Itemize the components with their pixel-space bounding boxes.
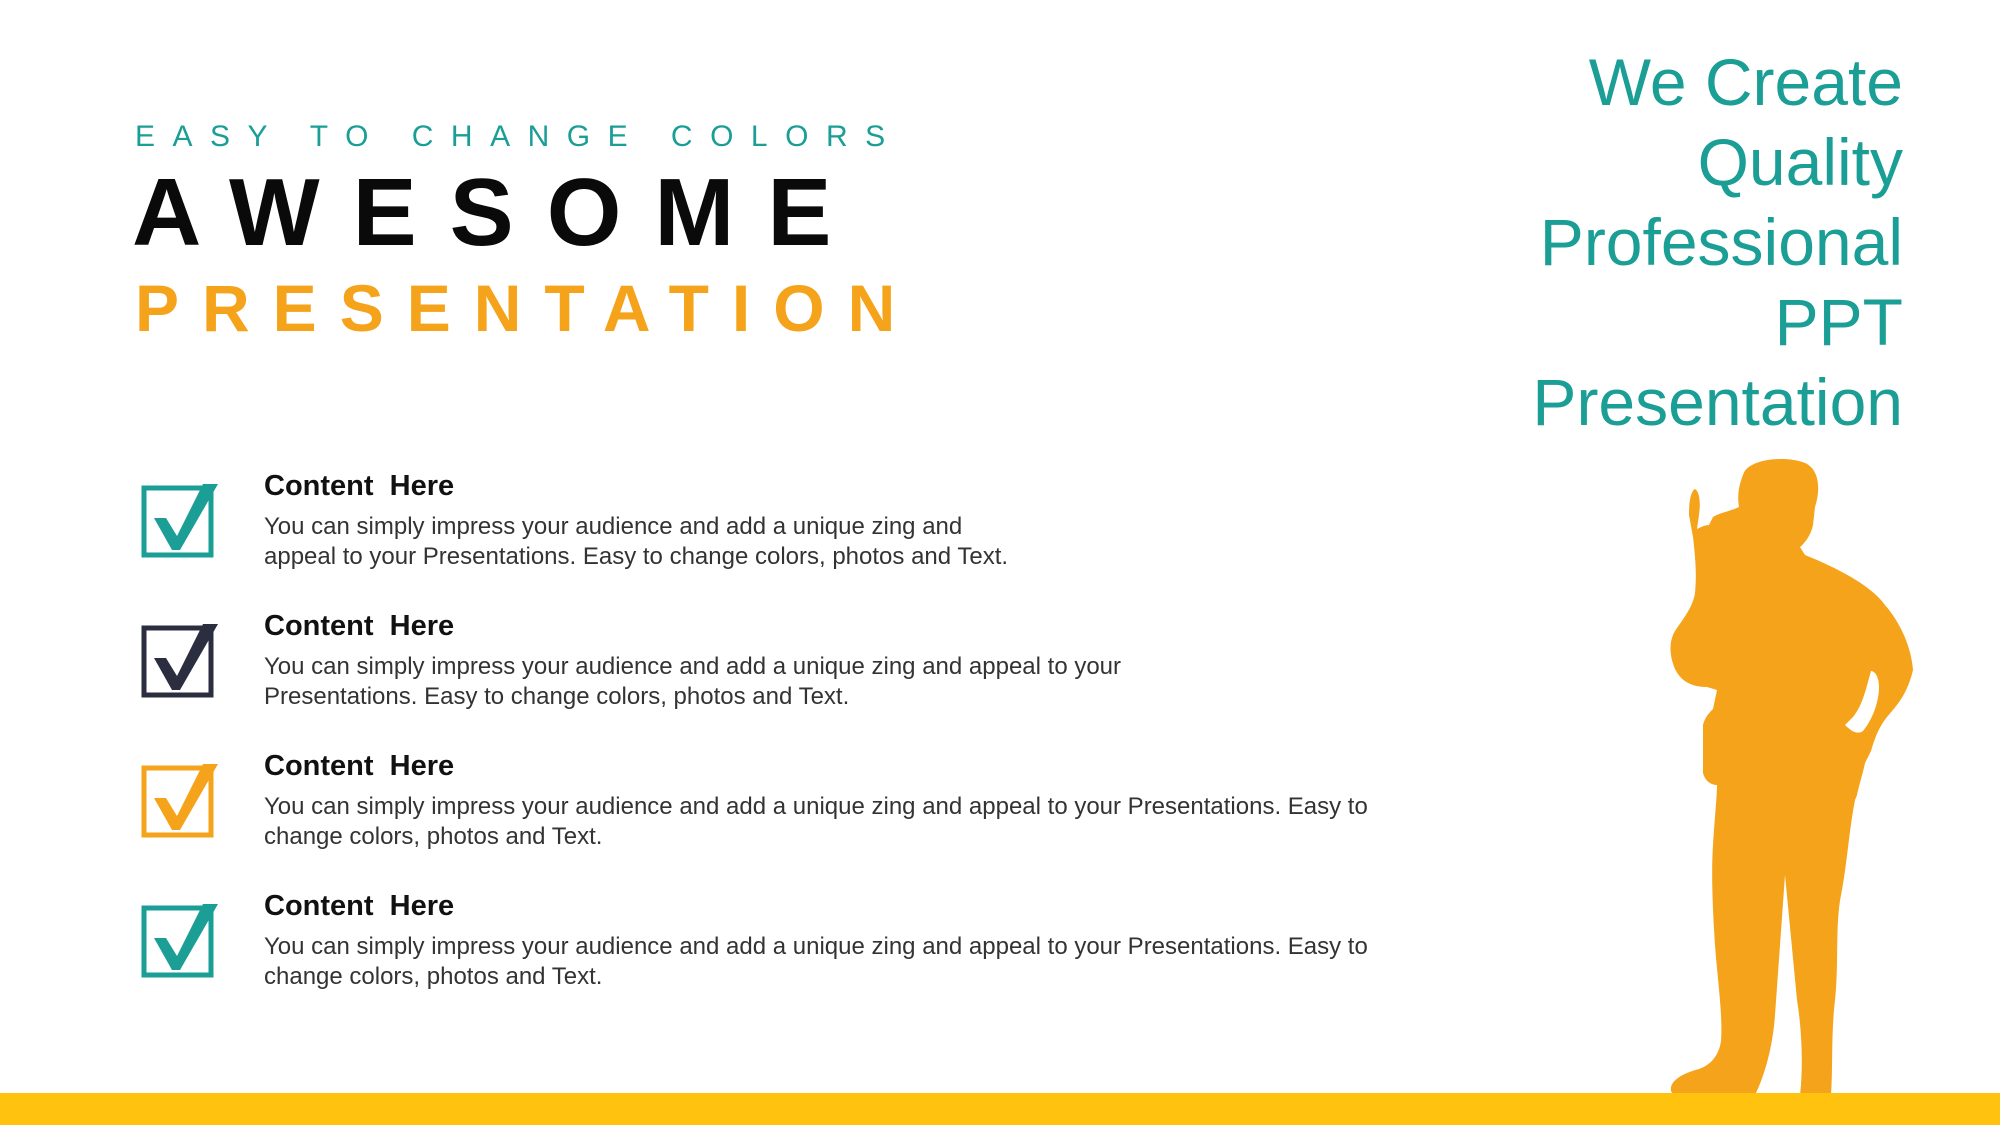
item-body-line: appeal to your Presentations. Easy to change colors, photos and Text. bbox=[264, 543, 1009, 570]
item-body-line: You can simply impress your audience and add a unique zing and appeal to your bbox=[264, 653, 1122, 680]
item-body bbox=[264, 932, 1368, 992]
item-heading: Content Here bbox=[264, 890, 455, 922]
tagline-line: We Create bbox=[1588, 45, 1903, 119]
item-body-line: You can simply impress your audience and add a unique zing and bbox=[264, 513, 963, 540]
title-main: AWESOME bbox=[132, 159, 865, 266]
man-silhouette-icon bbox=[1635, 455, 1935, 1125]
item-heading: Content Here bbox=[264, 750, 455, 782]
tagline-line: PPT bbox=[1774, 285, 1903, 359]
content-item bbox=[140, 470, 1440, 590]
item-body-line: change colors, photos and Text. bbox=[264, 823, 603, 850]
tagline-line: Quality bbox=[1697, 125, 1903, 199]
footer-bar bbox=[0, 1093, 2000, 1125]
tagline-line: Presentation bbox=[1532, 365, 1903, 439]
content-item bbox=[140, 750, 1440, 870]
content-item bbox=[140, 610, 1440, 730]
tagline-line: Professional bbox=[1539, 205, 1903, 279]
item-heading: Content Here bbox=[264, 470, 455, 502]
checkbox-checked-icon bbox=[140, 760, 220, 840]
item-body-line: You can simply impress your audience and add a unique zing and appeal to your Presentations. Easy to bbox=[264, 933, 1368, 960]
item-body bbox=[264, 512, 1008, 572]
item-body-line: You can simply impress your audience and add a unique zing and appeal to your Presentations. Easy to bbox=[264, 793, 1368, 820]
checkbox-checked-icon bbox=[140, 620, 220, 700]
item-body-line: Presentations. Easy to change colors, photos and Text. bbox=[264, 683, 850, 710]
item-body bbox=[264, 652, 1121, 712]
checkbox-checked-icon bbox=[140, 900, 220, 980]
item-body-line: change colors, photos and Text. bbox=[264, 963, 603, 990]
item-body bbox=[264, 792, 1368, 852]
item-heading: Content Here bbox=[264, 610, 455, 642]
content-item bbox=[140, 890, 1440, 1010]
tagline bbox=[1403, 42, 1903, 442]
title-sub: PRESENTATION bbox=[135, 271, 919, 345]
checkbox-checked-icon bbox=[140, 480, 220, 560]
kicker-text: EASY TO CHANGE COLORS bbox=[135, 120, 903, 153]
